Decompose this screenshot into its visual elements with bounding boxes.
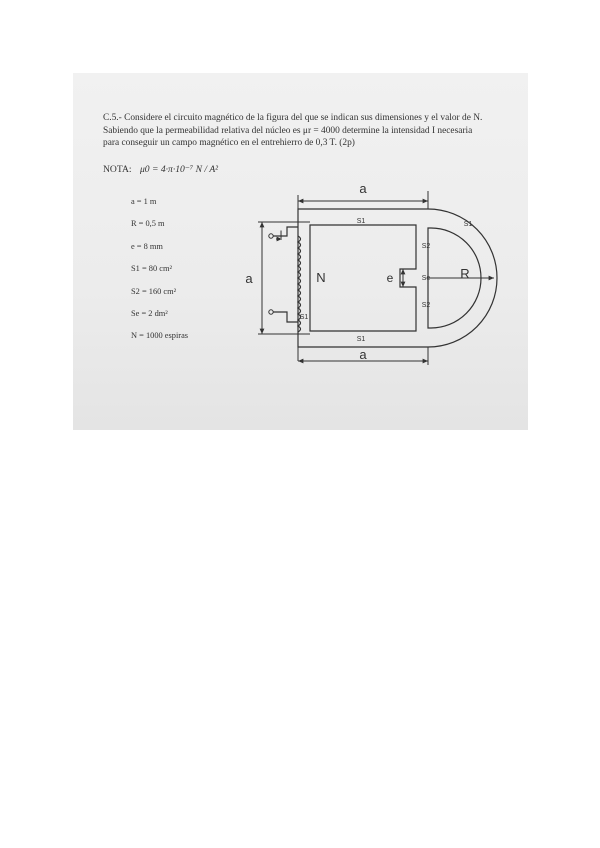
nota-label: NOTA: (103, 164, 132, 175)
given-S2: S2 = 160 cm² (131, 286, 177, 296)
label-N: N (316, 270, 326, 285)
label-a-bottom: a (359, 347, 367, 362)
magnetic-circuit-figure (73, 73, 528, 430)
problem-line-2: Sabiendo que la permeabilidad relativa del núcleo es μr = 4000 determine la intensidad I necesaria (103, 125, 473, 136)
label-S1-top: S1 (356, 218, 366, 225)
label-Se: Se (421, 275, 431, 282)
given-Se: Se = 2 dm² (131, 308, 168, 318)
label-R: R (460, 266, 470, 281)
label-e: e (386, 271, 394, 285)
terminal-bottom-icon (269, 310, 273, 314)
coil-lead-top (273, 227, 298, 236)
photographed-page (73, 73, 528, 430)
nota-formula: μ0 = 4·π·10⁻⁷ N / A² (139, 164, 219, 175)
given-N: N = 1000 espiras (131, 331, 189, 341)
problem-line-1: C.5.- Considere el circuito magnético de la figura del que se indican sus dimensiones y el valor de N. (103, 113, 483, 123)
given-e: e = 8 mm (131, 241, 163, 251)
label-S1-arc: S1 (463, 221, 473, 228)
given-S1: S1 = 80 cm² (131, 264, 172, 274)
label-a-left: a (245, 271, 253, 286)
label-S1-leg: S1 (299, 314, 309, 321)
core-inner-window (310, 225, 416, 331)
problem-line-3: para conseguir un campo magnético en el entrehierro de 0,3 T. (2p) (103, 138, 355, 149)
label-S2-bottom: S2 (421, 302, 431, 309)
terminal-top-icon (269, 234, 273, 238)
coil-lead-bottom (273, 312, 298, 322)
label-S1-bottom: S1 (356, 336, 366, 343)
label-S2-top: S2 (421, 243, 431, 250)
given-a: a = 1 m (131, 197, 157, 206)
given-R: R = 0,5 m (131, 219, 165, 229)
label-a-top: a (359, 181, 367, 196)
label-I: I (279, 229, 283, 241)
